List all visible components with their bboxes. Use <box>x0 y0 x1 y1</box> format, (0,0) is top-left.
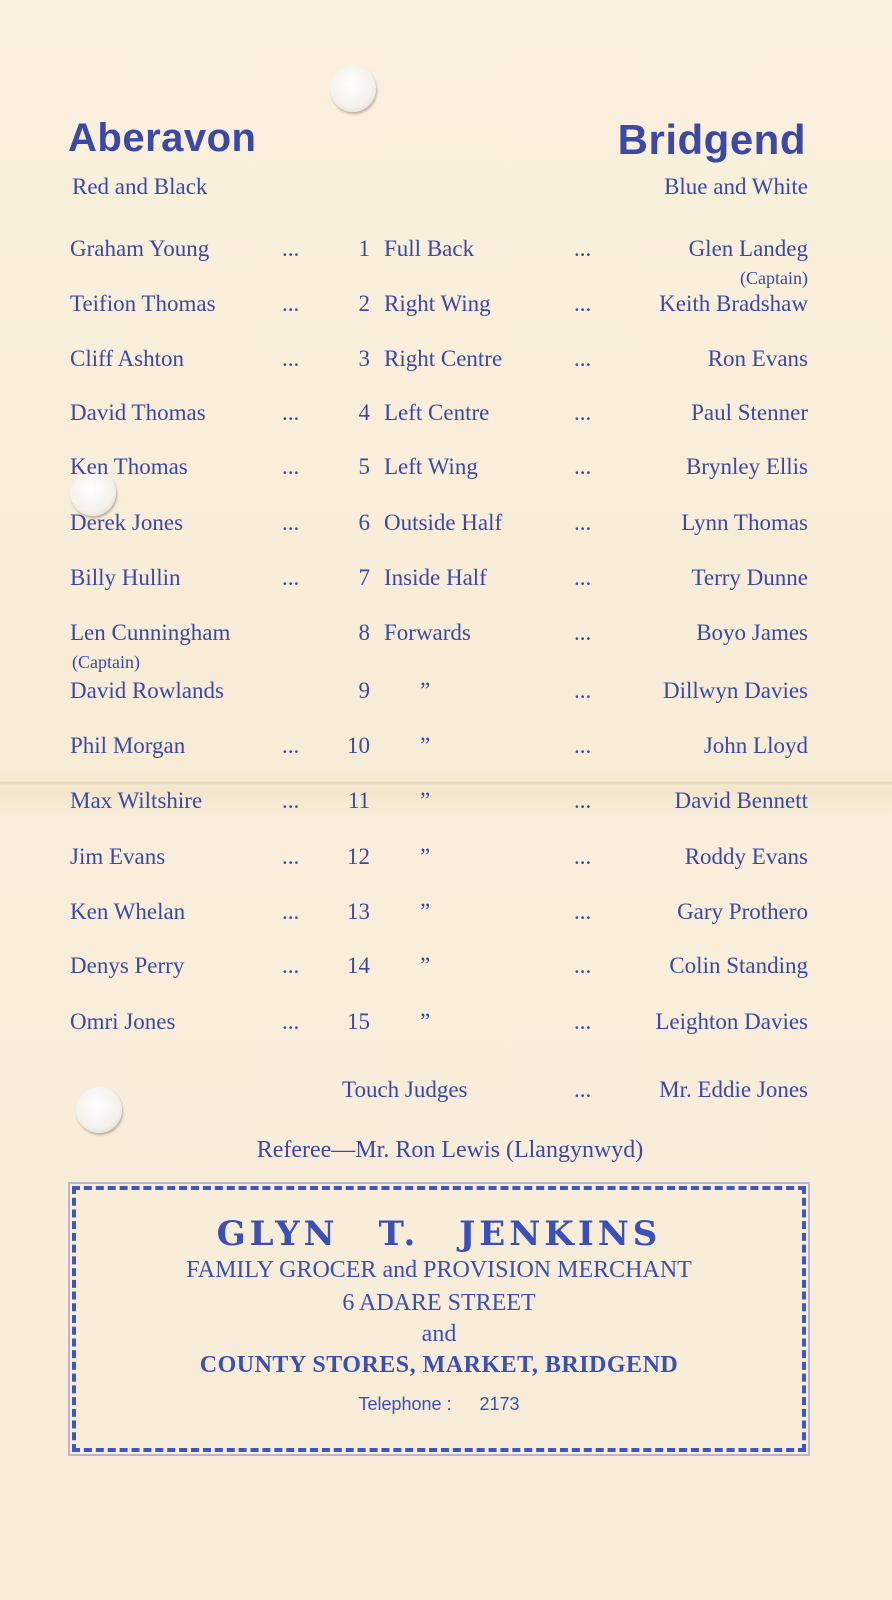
lineup-row <box>0 454 892 494</box>
row-dots: ... <box>282 510 300 535</box>
away-player-name: Paul Stenner <box>691 400 808 425</box>
row-dots: ... <box>574 291 592 316</box>
row-dots: ... <box>282 788 300 813</box>
row-dots: ... <box>282 844 300 869</box>
away-player-name: Roddy Evans <box>684 844 808 869</box>
row-dots: ... <box>574 1009 592 1034</box>
lineup-row <box>0 899 892 939</box>
jersey-number: 14 <box>347 953 370 978</box>
home-player-name: Derek Jones <box>70 510 184 535</box>
jersey-number: 7 <box>358 565 370 590</box>
away-captain-label: (Captain) <box>740 268 808 288</box>
position-name: Forwards <box>384 620 471 645</box>
home-player-name: Max Wiltshire <box>70 788 203 813</box>
row-dots: ... <box>282 346 300 371</box>
row-dots: ... <box>282 565 300 590</box>
away-team-name: Bridgend <box>617 116 806 163</box>
position-name: Left Wing <box>384 454 478 479</box>
away-player-name: John Lloyd <box>703 733 808 758</box>
row-dots: ... <box>574 346 592 371</box>
row-dots: ... <box>282 454 300 479</box>
row-dots: ... <box>574 236 592 261</box>
away-player-name: Gary Prothero <box>677 899 808 924</box>
advert-business-name: GLYN T. JENKINS <box>216 1214 662 1254</box>
jersey-number: 11 <box>347 788 370 813</box>
jersey-number: 5 <box>358 454 370 479</box>
lineup-row <box>0 291 892 331</box>
ditto-mark: ” <box>420 899 431 924</box>
row-dots: ... <box>574 733 592 758</box>
lineup-row <box>0 733 892 773</box>
advert-stores-line: COUNTY STORES, MARKET, BRIDGEND <box>199 1352 679 1378</box>
row-dots: ... <box>282 733 300 758</box>
home-player-name: Denys Perry <box>70 953 185 978</box>
row-dots: ... <box>282 291 300 316</box>
away-player-name: Ron Evans <box>707 346 808 371</box>
row-dots: ... <box>574 510 592 535</box>
position-name: Inside Half <box>384 565 487 590</box>
lineup-row <box>0 346 892 386</box>
home-player-name: Graham Young <box>70 236 210 261</box>
home-team-name: Aberavon <box>68 116 257 160</box>
ditto-mark: ” <box>420 1009 431 1034</box>
lineup-row <box>0 953 892 993</box>
punch-hole-top <box>330 66 376 112</box>
lineup-row <box>0 844 892 884</box>
away-player-name: Glen Landeg <box>688 236 808 261</box>
home-team-colours: Red and Black <box>72 174 208 199</box>
lineup-row <box>0 510 892 550</box>
home-player-name: Len Cunningham <box>70 620 231 645</box>
row-dots: ... <box>282 953 300 978</box>
away-player-name: Terry Dunne <box>691 565 808 590</box>
home-player-name: David Thomas <box>70 400 206 425</box>
lineup-row <box>0 788 892 828</box>
home-player-name: Ken Thomas <box>70 454 188 479</box>
referee-line: Referee—Mr. Ron Lewis (Llangynwyd) <box>256 1137 644 1163</box>
position-name: Right Centre <box>384 346 503 371</box>
away-player-name: Keith Bradshaw <box>659 291 808 316</box>
touch-judge-name <box>659 1077 808 1103</box>
telephone-label: Telephone : <box>358 1394 452 1414</box>
away-player-name: Boyo James <box>696 620 808 645</box>
advert-and-line: and <box>421 1321 457 1347</box>
away-team-colours: Blue and White <box>664 174 808 199</box>
away-player-name: Dillwyn Davies <box>662 678 808 703</box>
away-player-name: David Bennett <box>674 788 808 813</box>
row-dots: ... <box>282 400 300 425</box>
touch-judge-name-text: Mr. Eddie Jones <box>659 1077 808 1102</box>
row-dots: ... <box>574 400 592 425</box>
ditto-mark: ” <box>420 733 431 758</box>
home-captain-label: (Captain) <box>72 652 140 672</box>
home-player-name: David Rowlands <box>70 678 224 703</box>
ditto-mark: ” <box>420 844 431 869</box>
position-name: Left Centre <box>384 400 490 425</box>
jersey-number: 2 <box>358 291 370 316</box>
home-player-name: Teifion Thomas <box>70 291 216 316</box>
advert-telephone <box>76 1394 802 1415</box>
lineup-row <box>0 678 892 718</box>
touch-judges-label: Touch Judges <box>342 1077 468 1102</box>
lineup-row <box>0 400 892 440</box>
row-dots: ... <box>574 953 592 978</box>
touch-judges-row <box>0 1077 892 1117</box>
advert-street-line: 6 ADARE STREET <box>342 1290 536 1316</box>
row-dots: ... <box>574 620 592 645</box>
away-player-name: Lynn Thomas <box>681 510 808 535</box>
ditto-mark: ” <box>420 953 431 978</box>
home-player-name: Billy Hullin <box>70 565 181 590</box>
position-name: Full Back <box>384 236 475 261</box>
home-player-name: Phil Morgan <box>70 733 186 758</box>
ditto-mark: ” <box>420 788 431 813</box>
lineup-row <box>0 1009 892 1049</box>
jersey-number: 4 <box>358 400 370 425</box>
home-player-name: Jim Evans <box>70 844 166 869</box>
row-dots: ... <box>574 565 592 590</box>
row-dots: ... <box>574 844 592 869</box>
ditto-mark: ” <box>420 678 431 703</box>
away-player-name: Colin Standing <box>669 953 808 978</box>
home-player-name: Cliff Ashton <box>70 346 184 371</box>
advert-box <box>72 1186 806 1452</box>
row-dots: ... <box>282 899 300 924</box>
away-player-name: Leighton Davies <box>655 1009 808 1034</box>
jersey-number: 6 <box>358 510 370 535</box>
lineup-row <box>0 565 892 605</box>
row-dots: ... <box>574 788 592 813</box>
jersey-number: 12 <box>347 844 370 869</box>
home-player-name: Omri Jones <box>70 1009 176 1034</box>
row-dots: ... <box>282 236 300 261</box>
position-name: Outside Half <box>384 510 503 535</box>
paper-fold <box>0 781 892 785</box>
jersey-number: 13 <box>347 899 370 924</box>
position-name: Right Wing <box>384 291 491 316</box>
jersey-number: 15 <box>347 1009 370 1034</box>
advert-trade-line: FAMILY GROCER and PROVISION MERCHANT <box>186 1257 692 1283</box>
jersey-number: 9 <box>358 678 370 703</box>
jersey-number: 1 <box>358 236 370 261</box>
telephone-number: 2173 <box>479 1394 520 1414</box>
row-dots: ... <box>574 678 592 703</box>
row-dots: ... <box>282 1009 300 1034</box>
jersey-number: 8 <box>358 620 370 645</box>
row-dots: ... <box>574 454 592 479</box>
jersey-number: 3 <box>358 346 370 371</box>
jersey-number: 10 <box>347 733 370 758</box>
row-dots: ... <box>574 1077 592 1102</box>
away-player-name: Brynley Ellis <box>685 454 808 479</box>
row-dots: ... <box>574 899 592 924</box>
home-player-name: Ken Whelan <box>70 899 186 924</box>
